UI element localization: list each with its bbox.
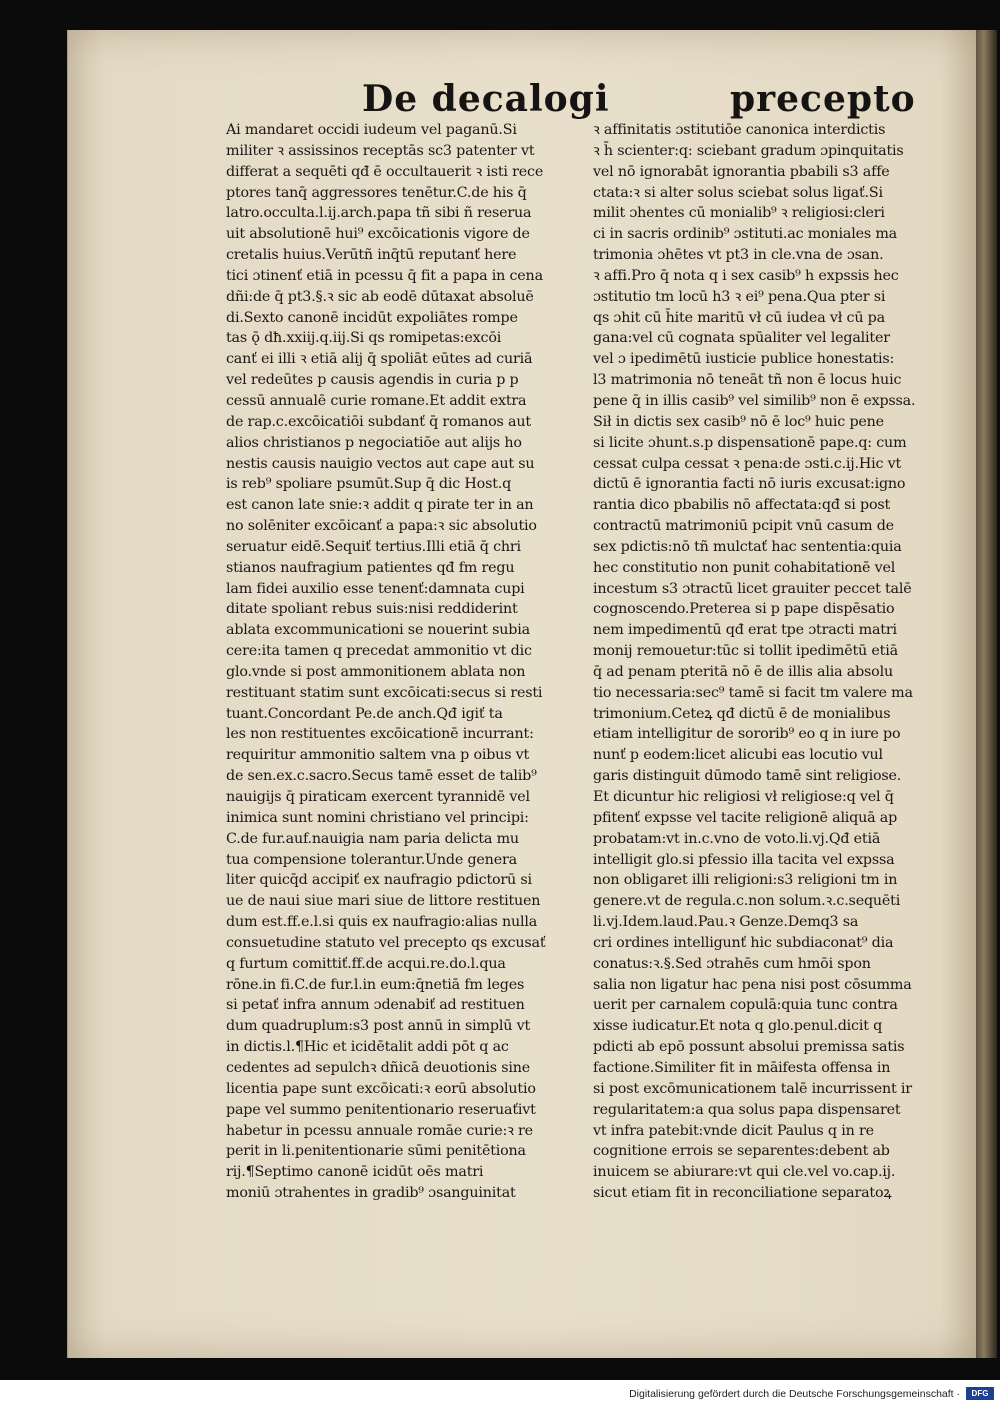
text-line: requiritur ammonitio saltem vna p oibus vt xyxy=(226,747,530,764)
text-line: lam fidei auxilio esse tenenť:damnata cupi xyxy=(226,580,525,597)
dfg-logo-icon: DFG xyxy=(966,1387,994,1400)
text-line: tua compensione tolerantur.Unde genera xyxy=(226,851,517,868)
text-line: de rap.c.excōicatiōi subdanť q̄ romanos aut xyxy=(226,413,531,430)
text-line: ꝛ affinitatis ɔstitutiōe canonica interdictis xyxy=(593,122,886,138)
text-line: nunť p eodem:licet alicubi eas locutio vul xyxy=(593,747,883,764)
text-line: liter quicq̄d accipiť ex naufragio pdictorū si xyxy=(226,872,532,889)
text-line: ꝛ affi.Pro q̄ nota q i sex casib⁹ h expssis hec xyxy=(593,267,899,284)
text-line: trimonia ɔhētes vt pt3 in cle.vna de ɔsan. xyxy=(593,247,884,264)
text-line: pape vel summo penitentionario reseruaťivt xyxy=(226,1101,536,1118)
text-line: dum quadruplum:s3 post annū in simplū vt xyxy=(226,1018,530,1035)
text-line: ci in sacris ordinib⁹ ɔstituti.ac moniales ma xyxy=(593,226,897,243)
text-line: probatam:vt in.c.vno de voto.li.vj.Qđ etiā xyxy=(593,830,881,847)
text-line: dum est.ff.e.l.si quis ex naufragio:alias nulla xyxy=(226,914,538,931)
text-line: milit ɔhentes cū monialib⁹ ꝛ religiosi:cleri xyxy=(593,205,885,222)
text-line: rantia dico pbabilis nō affectata:qđ si post xyxy=(593,497,891,514)
text-line: contractū matrimoniū pcipit vnū casum de xyxy=(593,518,894,535)
text-line: dictū ē ignorantia facti nō iuris excusat:igno xyxy=(593,476,906,493)
text-line: factione.Similiter fit in māifesta offensa in xyxy=(593,1059,891,1076)
text-line: xisse iudicatur.Et nota q glo.penul.dicit q xyxy=(593,1018,883,1035)
text-line: perit in li.penitentionarie sūmi penitētiona xyxy=(226,1143,526,1160)
text-line: habetur in pcessu annuale romāe curie:ꝛ re xyxy=(226,1122,533,1139)
text-line: C.de fur.auf.nauigia nam paria delicta mu xyxy=(226,830,519,847)
running-head-left: De decalogi xyxy=(362,78,610,120)
text-line: non obligaret illi religioni:s3 religioni tm in xyxy=(593,872,898,889)
text-line: consuetudine statuto vel precepto qs excusať xyxy=(226,934,546,951)
text-line: cri ordines intelligunť hic subdiaconat⁹ dia xyxy=(593,934,894,951)
text-line: ctata:ꝛ si alter solus sciebat solus ligať.Si xyxy=(593,184,883,201)
text-line: ꝛ h̄ scienter:q: sciebant gradum ɔpinquitatis xyxy=(593,142,904,159)
text-line: in dictis.l.¶Hic et icidētalit addi pōt q ac xyxy=(226,1039,509,1056)
text-line: nem impedimentū qđ erat tpe ɔtracti matri xyxy=(593,622,897,639)
text-line: Ai mandaret occidi iudeum vel paganū.Si xyxy=(226,122,517,138)
text-line: restituant statim sunt excōicati:secus si resti xyxy=(226,684,543,701)
text-column-left xyxy=(226,120,578,1204)
text-line: cognitione errois se separentes:debent ab xyxy=(593,1143,890,1160)
text-line: nestis causis nauigio vectos aut cape aut su xyxy=(226,455,535,472)
text-line: latro.occulta.l.ij.arch.papa tñ sibi ñ reserua xyxy=(226,205,532,222)
text-line: intelligit glo.si pfessio illa tacita vel expssa xyxy=(593,851,895,868)
text-line: qs ɔhit cū h̄ite maritū vł cū iudea vł cū pa xyxy=(593,309,885,326)
footer-bar xyxy=(0,1380,1000,1407)
text-line: Et dicuntur hic religiosi vł religiose:q vel q̄ xyxy=(593,789,894,805)
text-line: alios christianos p negociatiōe aut alijs ho xyxy=(226,434,522,451)
text-line: vt infra patebit:vnde dicit Paulus q in re xyxy=(593,1122,874,1139)
text-line: conatus:ꝛ.§.Sed ɔtrahēs cum hmōi spon xyxy=(593,955,871,972)
text-line: dñi:de q̄ pt3.§.ꝛ sic ab eodē dūtaxat absoluē xyxy=(226,288,534,305)
text-line: ue de naui siue mari siue de littore restituen xyxy=(226,893,541,910)
text-line: trimonium.Ceteꝝ qđ dictū ē de monialibus xyxy=(593,705,891,722)
text-line: sex pdictis:nō tñ mulctať hac sententia:quia xyxy=(593,538,902,555)
text-line: si post excōmunicationem talē incurrissent ir xyxy=(593,1080,912,1097)
text-line: uit absolutionē hui⁹ excōicationis vigore de xyxy=(226,226,530,243)
text-line: pene q̄ in illis casib⁹ vel similib⁹ non ē expssa. xyxy=(593,392,916,409)
text-line: li.vj.Idem.laud.Pau.ꝛ Genze.Demq3 sa xyxy=(593,914,859,931)
dfg-credit-text: Digitalisierung gefördert durch die Deutsche Forschungsgemeinschaft · xyxy=(629,1388,960,1400)
text-line: cere:ita tamen q precedat ammonitio vt dic xyxy=(226,643,532,660)
text-line: q furtum comittiť.ff.de acqui.re.do.l.qua xyxy=(226,955,506,972)
text-column-right xyxy=(593,120,965,1204)
text-line: di.Sexto canonē incidūt expoliātes rompe xyxy=(226,309,518,326)
running-head-right: precepto xyxy=(730,78,916,120)
text-line: hec constitutio non punit cohabitationē vel xyxy=(593,559,896,576)
text-line: is reb⁹ spoliare psumūt.Sup q̄ dic Host.q xyxy=(226,476,512,493)
text-line: ablata excommunicationi se nouerint subia xyxy=(226,622,530,639)
text-line: pdicti ab epō possunt absolui premissa satis xyxy=(593,1039,905,1056)
text-line: licentia pape sunt excōicati:ꝛ eorū absolutio xyxy=(226,1080,536,1097)
text-line: cretalis huius.Verūtñ inq̄tū reputanť here xyxy=(226,247,517,264)
text-line: incestum s3 ɔtractū licet grauiter peccet talē xyxy=(593,580,912,597)
text-line: q̄ ad penam pteritā nō ē de illis alia absolu xyxy=(593,663,893,680)
text-line: ditate spoliant rebus suis:nisi reddiderint xyxy=(226,601,518,618)
text-line: moniū ɔtrahentes in gradib⁹ ɔsanguinitat xyxy=(226,1185,516,1202)
text-line: militer ꝛ assissinos receptās sc3 patenter vt xyxy=(226,142,535,159)
text-line: cognoscendo.Preterea si p pape dispēsatio xyxy=(593,601,895,618)
text-line: vel redeūtes p causis agendis in curia p p xyxy=(226,372,519,389)
text-line: seruatur eidē.Sequiť tertius.Illi etiā q̄ chri xyxy=(226,538,521,555)
text-line: tio necessaria:sec⁹ tamē si facit tm valere ma xyxy=(593,684,913,701)
text-line: cessat culpa cessat ꝛ pena:de ɔsti.c.ij.Hic vt xyxy=(593,455,902,472)
text-line: ɔstitutio tm locū h3 ꝛ ei⁹ pena.Qua pter si xyxy=(593,288,886,305)
text-line: vel nō ignorabāt ignorantia pbabili s3 affe xyxy=(593,163,890,180)
text-line: genere.vt de regula.c.non solum.ꝛ.c.sequēti xyxy=(593,893,901,910)
text-line: si licite ɔhunt.s.p dispensationē pape.q: cum xyxy=(593,434,907,451)
text-line: differat a sequēti qđ ē occultauerit ꝛ isti rece xyxy=(226,163,544,180)
text-line: ptores tanq̄ aggressores tenētur.C.de his q̄ xyxy=(226,184,527,201)
text-line: pfitenť expsse vel tacite religionē aliquā ap xyxy=(593,809,898,826)
text-line: rij.¶Septimo canonē icidūt oēs matri xyxy=(226,1164,484,1181)
text-line: canť ei illi ꝛ etiā alij q̄ spoliāt eūtes ad curiā xyxy=(226,351,533,368)
text-line: uerit per carnalem copulā:quia tunc contra xyxy=(593,997,898,1014)
text-line: de sen.ex.c.sacro.Secus tamē esset de talib⁹ xyxy=(226,768,537,785)
text-line: si petať infra annum ɔdenabiť ad restituen xyxy=(226,997,525,1014)
text-line: no solēniter excōicanť a papa:ꝛ sic absolutio xyxy=(226,518,537,535)
text-line: nauigijs q̄ piraticam exercent tyrannidē vel xyxy=(226,789,530,805)
text-line: les non restituentes excōicationē incurrant: xyxy=(226,726,534,743)
text-line: tas ǭ dħ.xxiij.q.iij.Si qs romipetas:excōi xyxy=(226,330,502,347)
text-line: cessū annualē curie romane.Et addit extra xyxy=(226,392,527,409)
text-line: cedentes ad sepulchꝛ dñicā deuotionis sine xyxy=(226,1059,531,1076)
text-line: stianos naufragium patientes qđ fm regu xyxy=(226,559,515,576)
text-line: rōne.in fi.C.de fur.l.in eum:q̄netiā fm leges xyxy=(226,976,525,993)
text-line: inuicem se abiurare:vt qui cle.vel vo.cap.ij. xyxy=(593,1164,896,1181)
text-line: glo.vnde si post ammonitionem ablata non xyxy=(226,663,526,680)
text-line: Sił in dictis sex casib⁹ nō ē loc⁹ huic pene xyxy=(593,413,884,430)
text-line: etiam intelligitur de sororib⁹ eo q in iure po xyxy=(593,726,901,743)
text-line: vel ɔ ipedimētū iusticie publice honestatis: xyxy=(593,351,895,368)
text-line: inimica sunt nomini christiano vel principi: xyxy=(226,809,529,826)
text-line: regularitatem:a qua solus papa dispensaret xyxy=(593,1101,901,1118)
text-line: garis distinguit dūmodo tamē sint religiose. xyxy=(593,768,902,785)
book-fore-edge xyxy=(975,30,997,1358)
text-line: sicut etiam fit in reconciliatione separatoꝝ xyxy=(593,1185,892,1202)
text-line: est canon late snie:ꝛ addit q pirate ter in an xyxy=(226,497,534,514)
text-line: tuant.Concordant Pe.de anch.Qđ igiť ta xyxy=(226,705,503,722)
text-line: monij remouetur:tūc si tollit ipedimētū etiā xyxy=(593,643,898,660)
text-line: gana:vel cū cognata spūaliter vel legaliter xyxy=(593,330,890,347)
text-line: l3 matrimonia nō teneāt tñ non ē locus huic xyxy=(593,372,902,389)
text-line: salia non ligatur hac pena nisi post cōsumma xyxy=(593,976,912,993)
text-line: tici ɔtinenť etiā in pcessu q̄ fit a papa in cena xyxy=(226,267,543,284)
